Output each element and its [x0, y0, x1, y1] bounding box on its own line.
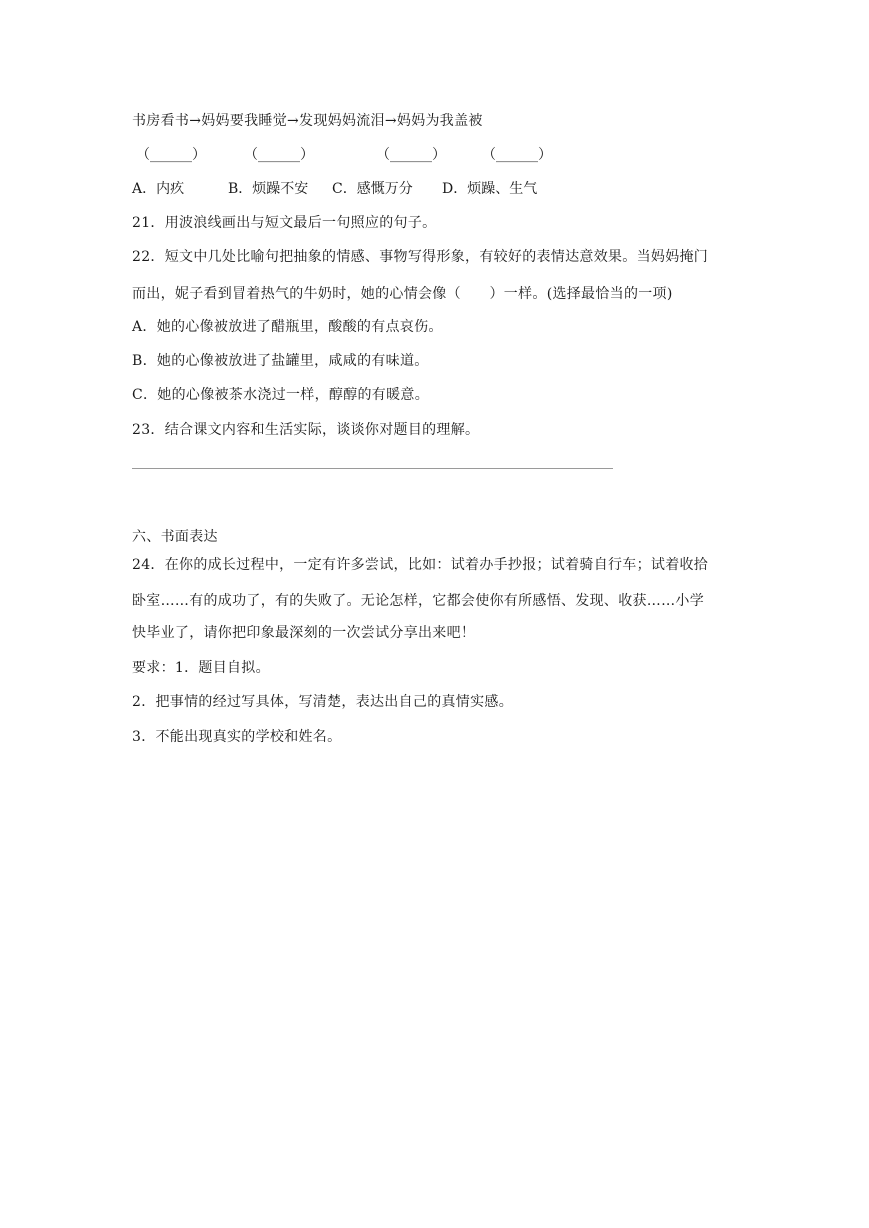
option-b[interactable]: B．烦躁不安: [228, 181, 309, 197]
question-22-line-1: 22．短文中几处比喻句把抽象的情感、事物写得形象，有较好的表情达意效果。当妈妈掩门: [132, 249, 709, 265]
question-24-line-1: 24．在你的成长过程中，一定有许多尝试，比如：试着办手抄报；试着骑自行车；试着收拾: [132, 557, 709, 573]
requirement-2: 2．把事情的经过写具体，写清楚，表达出自己的真情实感。: [132, 694, 514, 710]
question-23: 23．结合课文内容和生活实际，谈谈你对题目的理解。: [132, 422, 480, 438]
option-d[interactable]: D．烦躁、生气: [442, 181, 538, 197]
section-6-title: 六、书面表达: [132, 529, 218, 545]
requirement-3: 3．不能出现真实的学校和姓名。: [132, 729, 342, 745]
question-22-line-2: 而出，妮子看到冒着热气的牛奶时，她的心情会像（ ）一样。(选择最恰当的一项): [132, 286, 673, 302]
answer-blank-4[interactable]: （______）: [482, 147, 552, 163]
answer-blank-3[interactable]: （______）: [376, 147, 446, 163]
question-21: 21．用波浪线画出与短文最后一句照应的句子。: [132, 215, 437, 231]
question-24-line-2: 卧室……有的成功了，有的失败了。无论怎样，它都会使你有所感悟、发现、收获……小学: [132, 593, 704, 609]
q22-option-b[interactable]: B．她的心像被放进了盐罐里，咸咸的有味道。: [132, 353, 429, 369]
option-a[interactable]: A．内疚: [132, 181, 185, 197]
answer-blank-2[interactable]: （______）: [244, 147, 314, 163]
answer-blank-1[interactable]: （______）: [136, 147, 206, 163]
fill-blank-row: [132, 146, 562, 164]
q22-option-a[interactable]: A．她的心像被放进了醋瓶里，酸酸的有点哀伤。: [132, 319, 443, 335]
answer-line[interactable]: [132, 468, 613, 469]
option-c[interactable]: C．感慨万分: [332, 181, 413, 197]
requirement-1: 要求：1．题目自拟。: [132, 660, 270, 676]
q22-option-c[interactable]: C．她的心像被茶水浇过一样，醇醇的有暖意。: [132, 387, 430, 403]
question-24-line-3: 快毕业了，请你把印象最深刻的一次尝试分享出来吧！: [132, 625, 476, 641]
flow-sequence-text: 书房看书→妈妈要我睡觉→发现妈妈流泪→妈妈为我盖被: [132, 113, 483, 129]
